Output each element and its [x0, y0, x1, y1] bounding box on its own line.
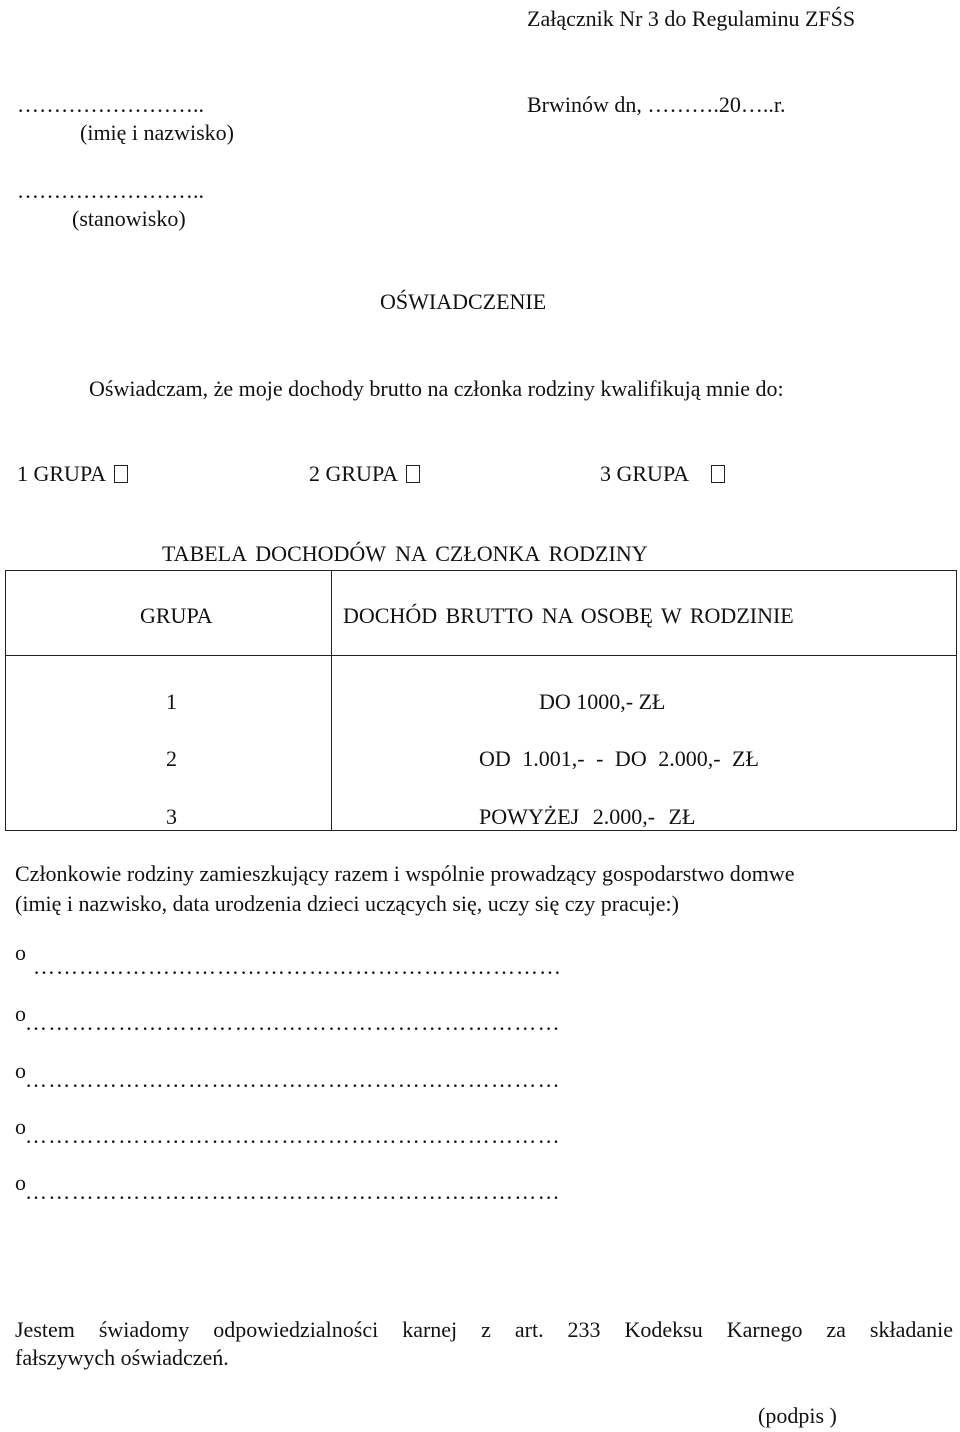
table-caption: TABELA DOCHODÓW NA CZŁONKA RODZINY [162, 541, 648, 566]
position-field-label: (stanowisko) [72, 206, 186, 231]
members-intro-line2: (imię i nazwisko, data urodzenia dzieci uczących się, uczy się czy pracuje:) [15, 891, 679, 916]
member-entry-line[interactable]: …………………………………………………………… [25, 1010, 561, 1035]
bullet-icon: o [15, 1170, 26, 1195]
table-row [6, 656, 957, 715]
group-option-label: 1 GRUPA [17, 461, 107, 486]
signature-label: (podpis ) [758, 1403, 837, 1428]
row-income: POWYŻEJ 2.000,- ZŁ [479, 804, 696, 829]
checkbox[interactable] [711, 465, 725, 483]
member-entry [15, 940, 26, 967]
bullet-icon: o [15, 1114, 26, 1139]
table-row [6, 772, 957, 831]
column-header-group: GRUPA [140, 603, 213, 628]
table-row [6, 714, 957, 772]
group-option-3 [600, 463, 725, 485]
members-intro-line1: Członkowie rodziny zamieszkujący razem i wspólnie prowadzący gospodarstwo domwe [15, 861, 795, 886]
document-title: OŚWIADCZENIE [380, 289, 547, 314]
row-income: OD 1.001,- - DO 2.000,- ZŁ [479, 746, 759, 771]
position-field-dots: …………………….. [17, 178, 204, 203]
group-option-label: 2 GRUPA [309, 461, 399, 486]
declaration-line2: fałszywych oświadczeń. [15, 1345, 229, 1370]
row-group: 3 [166, 804, 177, 829]
member-entry-line[interactable]: …………………………………………………………… [25, 1179, 561, 1204]
member-entry-line[interactable]: …………………………………………………………… [25, 1123, 561, 1148]
group-option-2 [309, 463, 420, 485]
attachment-heading: Załącznik Nr 3 do Regulaminu ZFŚS [527, 6, 856, 31]
checkbox[interactable] [406, 465, 420, 483]
row-group: 2 [166, 746, 177, 771]
member-entry-line[interactable]: …………………………………………………………… [25, 1067, 561, 1092]
name-field-label: (imię i nazwisko) [80, 120, 234, 145]
row-income: DO 1000,- ZŁ [539, 689, 666, 714]
declaration-line1: Jestem świadomy odpowiedzialności karnej z art. 233 Kodeksu Karnego za składanie [15, 1317, 953, 1342]
group-option-label: 3 GRUPA [600, 461, 690, 486]
member-entry-line[interactable]: …………………………………………………………… [33, 954, 562, 979]
bullet-icon: o [15, 1058, 26, 1083]
income-table [5, 570, 957, 831]
row-group: 1 [166, 689, 177, 714]
bullet-icon: o [15, 940, 26, 965]
column-header-income: DOCHÓD BRUTTO NA OSOBĘ W RODZINIE [343, 603, 794, 628]
name-field-dots: …………………….. [17, 92, 204, 117]
statement-text: Oświadczam, że moje dochody brutto na członka rodziny kwalifikują mnie do: [89, 376, 784, 401]
table-header-row [6, 571, 957, 656]
place-date: Brwinów dn, ……….20…..r. [527, 92, 786, 117]
bullet-icon: o [15, 1001, 26, 1026]
group-option-1 [17, 463, 128, 485]
checkbox[interactable] [114, 465, 128, 483]
